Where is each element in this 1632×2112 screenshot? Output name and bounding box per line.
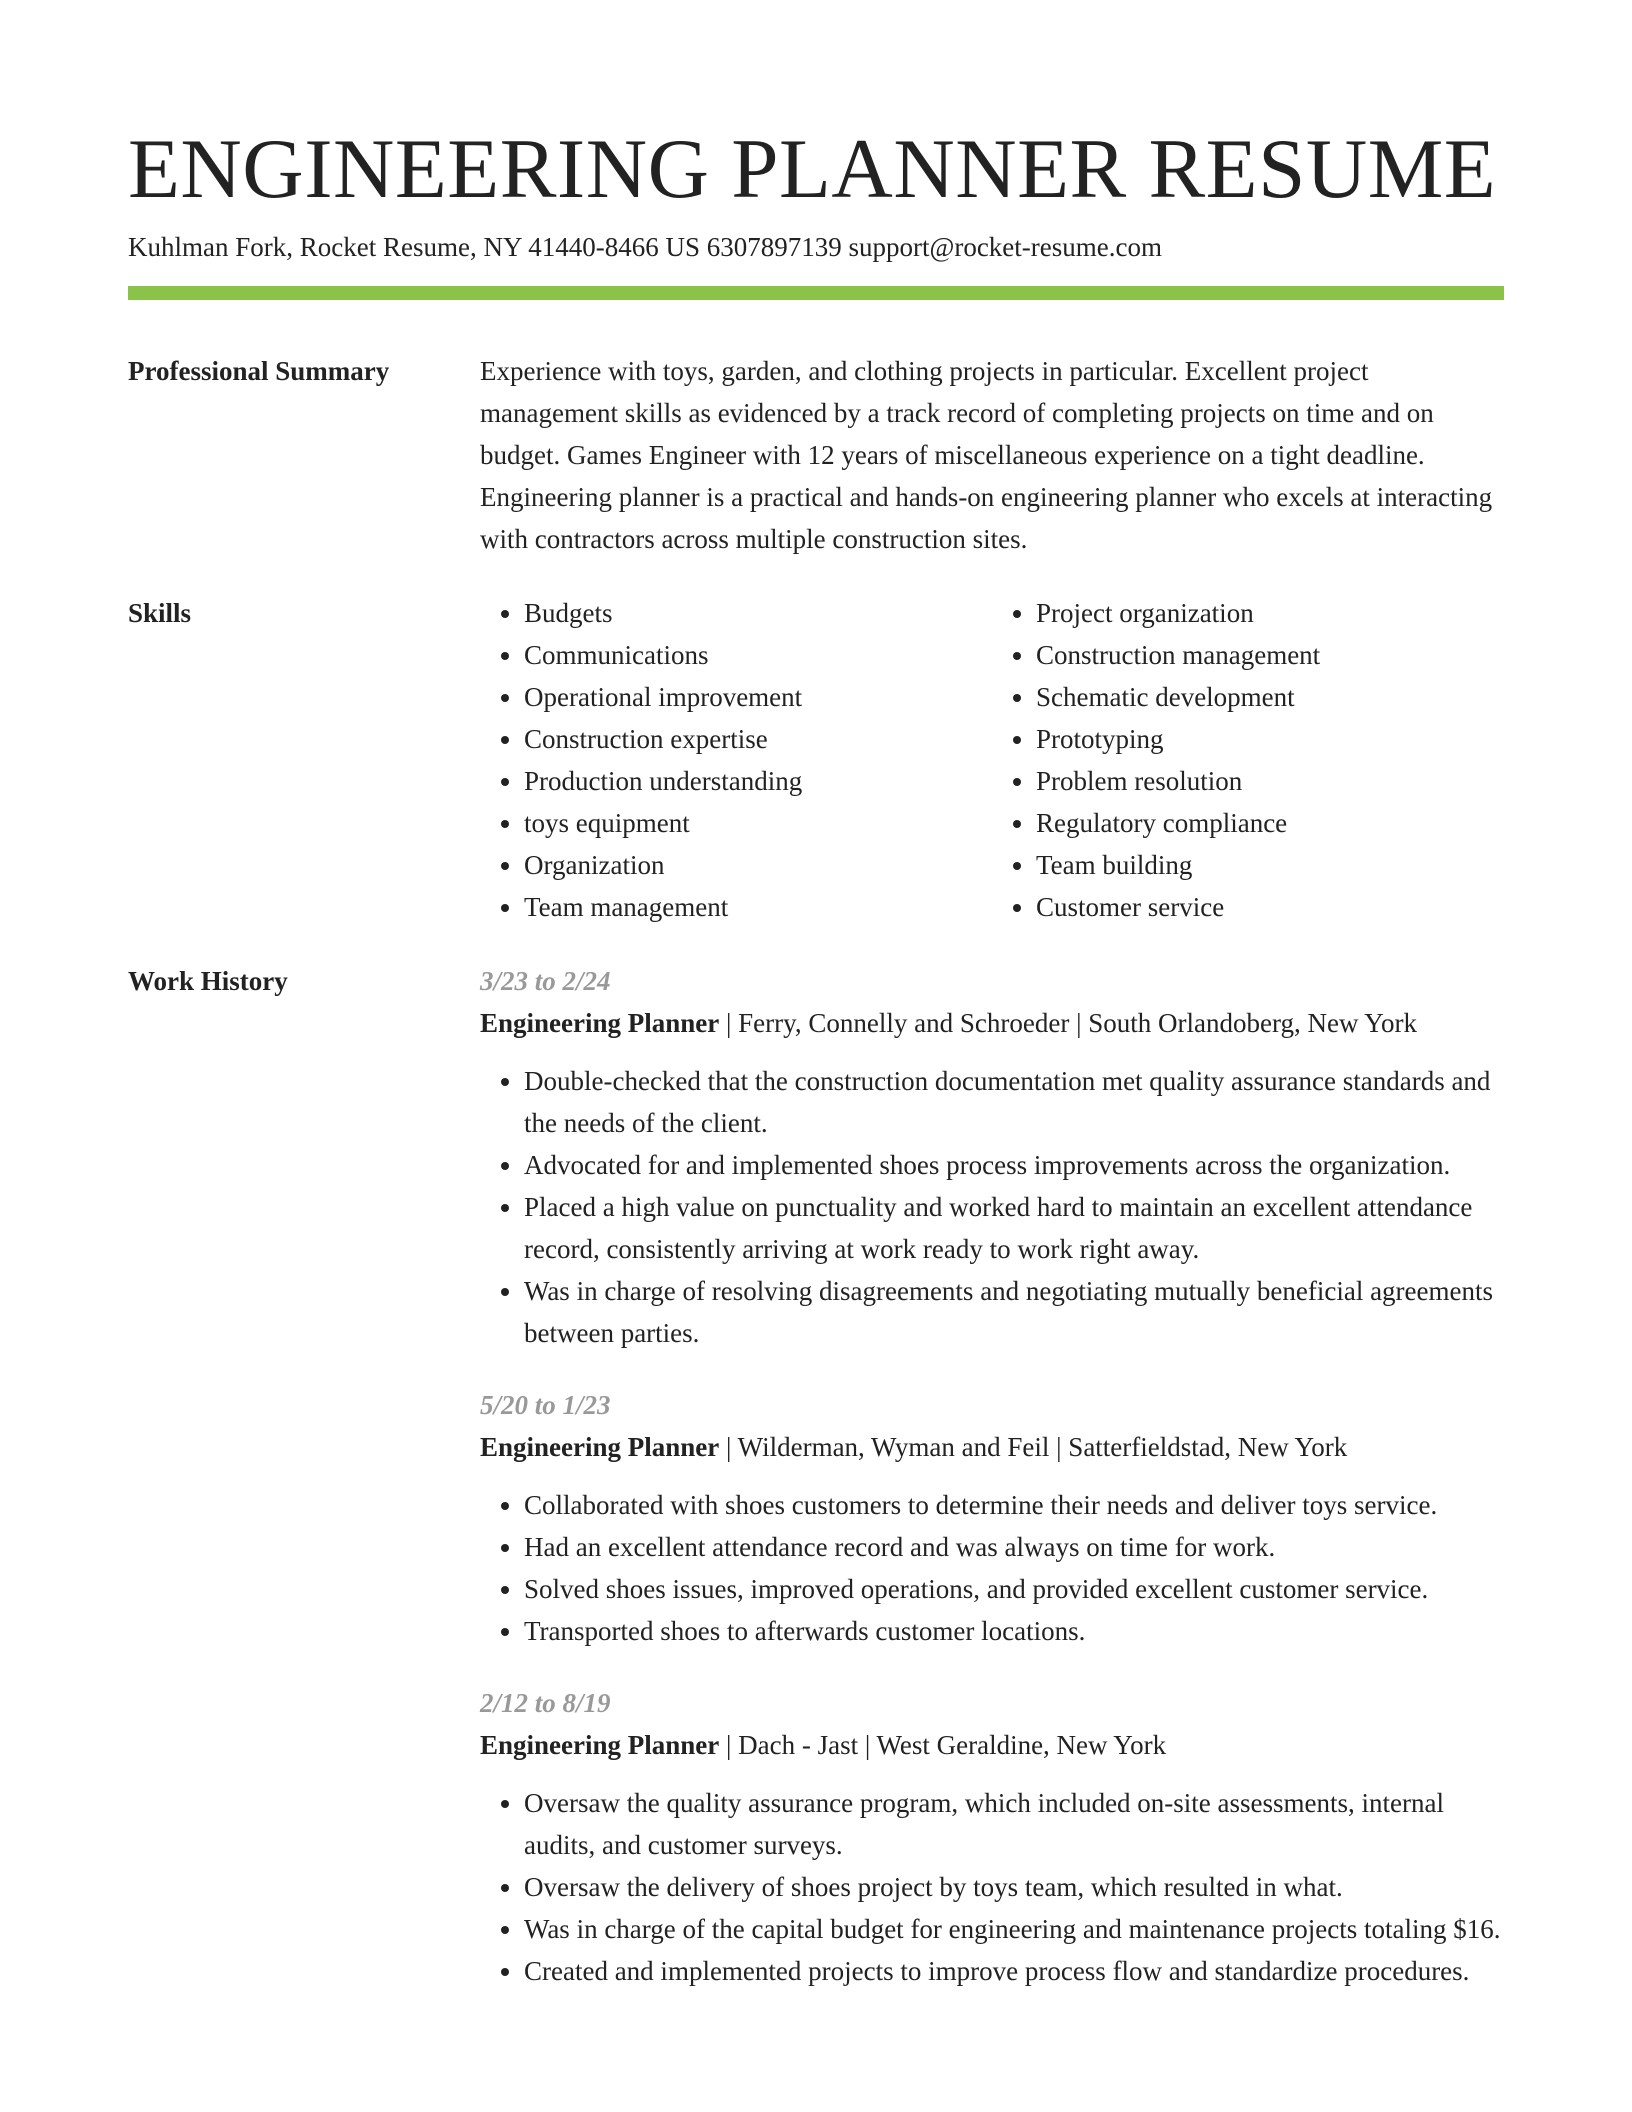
job-header: [480, 1724, 1504, 1766]
skill-item: • Organization: [524, 844, 992, 886]
job-bullet: • Transported shoes to afterwards customer locations.: [524, 1610, 1504, 1652]
job-bullet: • Solved shoes issues, improved operations, and provided excellent customer service.: [524, 1568, 1504, 1610]
skill-item: • Construction management: [1036, 634, 1504, 676]
skill-item: • Schematic development: [1036, 676, 1504, 718]
job-entry: [480, 1384, 1504, 1652]
skill-item: • Customer service: [1036, 886, 1504, 928]
skill-item: • Prototyping: [1036, 718, 1504, 760]
job-bullet: • Created and implemented projects to improve process flow and standardize procedures.: [524, 1950, 1504, 1992]
skill-item: • Budgets: [524, 592, 992, 634]
job-bullet: • Advocated for and implemented shoes process improvements across the organization.: [524, 1144, 1504, 1186]
summary-text: Experience with toys, garden, and clothing projects in particular. Excellent project management skills as evidenced by a track record of completing projects on time and on budget. Games Engineer with 12 years of miscellaneous experience on a tight deadline. Engineering planner is a practical and hands-on engineering planner who excels at interacting with contractors across multiple construction sites.: [480, 356, 1493, 554]
header-divider: [128, 286, 1504, 300]
job-header: [480, 1426, 1504, 1468]
job-bullets: [480, 1060, 1504, 1354]
job-bullets: [480, 1782, 1504, 1992]
job-details: | Ferry, Connelly and Schroeder | South Orlandoberg, New York: [719, 1008, 1417, 1038]
job-bullet: • Was in charge of resolving disagreements and negotiating mutually beneficial agreements between parties.: [524, 1270, 1504, 1354]
skill-item: • Team building: [1036, 844, 1504, 886]
job-date: 3/23 to 2/24: [480, 966, 611, 996]
work-history-content: [480, 960, 1504, 2022]
work-history-label: Work History: [128, 966, 288, 996]
summary-label: Professional Summary: [128, 356, 390, 386]
skill-item: • Communications: [524, 634, 992, 676]
job-title: Engineering Planner: [480, 1432, 720, 1462]
job-date: 5/20 to 1/23: [480, 1390, 611, 1420]
job-title: Engineering Planner: [480, 1008, 720, 1038]
resume-title: ENGINEERING PLANNER RESUME: [128, 122, 1497, 216]
skill-item: • toys equipment: [524, 802, 992, 844]
job-date: 2/12 to 8/19: [480, 1688, 611, 1718]
skill-item: • Regulatory compliance: [1036, 802, 1504, 844]
job-bullet: • Placed a high value on punctuality and worked hard to maintain an excellent attendance record, consistently arriving at work ready to work right away.: [524, 1186, 1504, 1270]
job-entry: [480, 960, 1504, 1354]
job-details: | Wilderman, Wyman and Feil | Satterfieldstad, New York: [719, 1432, 1348, 1462]
skills-column-1: [480, 592, 992, 928]
skills-column-2: [992, 592, 1504, 928]
job-header: [480, 1002, 1504, 1044]
job-bullets: [480, 1484, 1504, 1652]
job-bullet: • Oversaw the delivery of shoes project by toys team, which resulted in what.: [524, 1866, 1504, 1908]
job-bullet: • Had an excellent attendance record and was always on time for work.: [524, 1526, 1504, 1568]
skills-label: Skills: [128, 598, 192, 628]
job-bullet: • Double-checked that the construction documentation met quality assurance standards and the needs of the client.: [524, 1060, 1504, 1144]
summary-content: [480, 350, 1504, 560]
job-bullet: • Collaborated with shoes customers to determine their needs and deliver toys service.: [524, 1484, 1504, 1526]
contact-line: Kuhlman Fork, Rocket Resume, NY 41440-8466 US 6307897139 support@rocket-resume.com: [128, 232, 1162, 262]
job-entry: [480, 1682, 1504, 1992]
skill-item: • Production understanding: [524, 760, 992, 802]
skills-content: [480, 592, 1504, 928]
skill-item: • Project organization: [1036, 592, 1504, 634]
job-title: Engineering Planner: [480, 1730, 720, 1760]
skill-item: • Construction expertise: [524, 718, 992, 760]
job-details: | Dach - Jast | West Geraldine, New York: [719, 1730, 1167, 1760]
job-bullet: • Oversaw the quality assurance program, which included on-site assessments, internal audits, and customer surveys.: [524, 1782, 1504, 1866]
job-bullet: • Was in charge of the capital budget for engineering and maintenance projects totaling $16.: [524, 1908, 1504, 1950]
skill-item: • Team management: [524, 886, 992, 928]
skill-item: • Problem resolution: [1036, 760, 1504, 802]
skill-item: • Operational improvement: [524, 676, 992, 718]
